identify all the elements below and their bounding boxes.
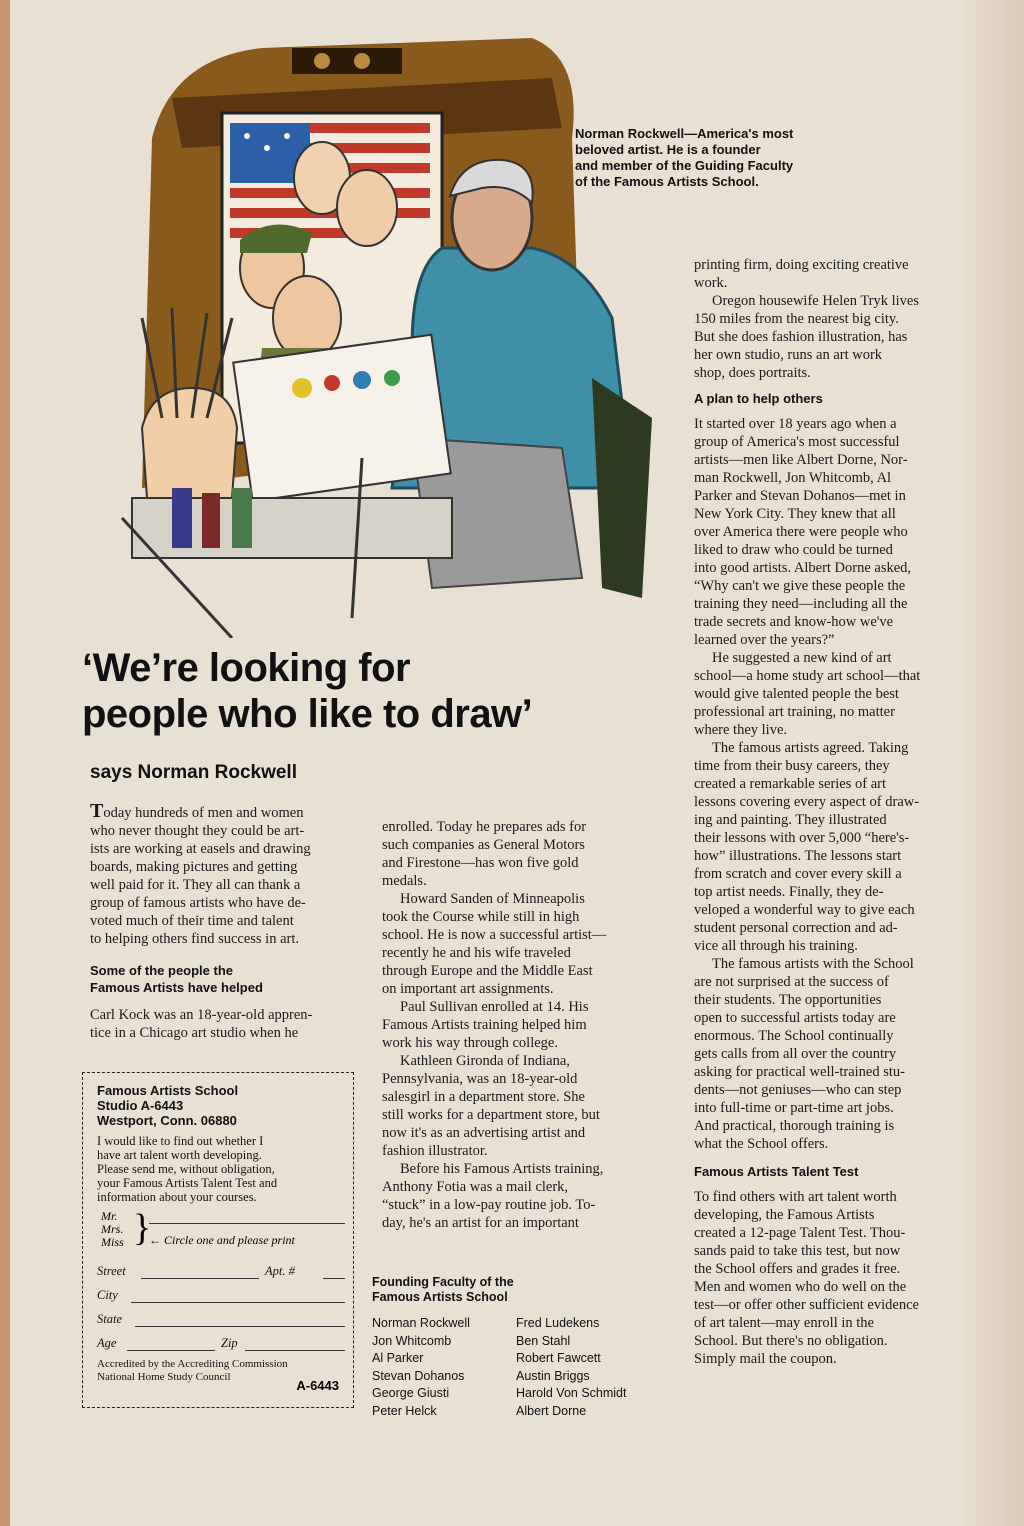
- body-line: Anthony Fotia was a mail clerk,: [382, 1179, 569, 1195]
- body-line: top artist needs. Finally, they de-: [694, 884, 884, 900]
- caption-line: Norman Rockwell—America's most: [575, 126, 794, 141]
- caption-line: beloved artist. He is a founder: [575, 142, 761, 157]
- body-line: on important art assignments.: [382, 981, 554, 997]
- state-field[interactable]: [97, 1312, 353, 1330]
- body-line: Howard Sanden of Minneapolis: [400, 891, 585, 907]
- faculty-title-line: Founding Faculty of the: [372, 1275, 514, 1289]
- body-line: who never thought they could be art-: [90, 823, 305, 839]
- body-line: are not surprised at the success of: [694, 974, 889, 990]
- street-field[interactable]: [97, 1264, 353, 1282]
- body-line: “Why can't we give these people the: [694, 578, 906, 594]
- salutation-option[interactable]: Mrs.: [101, 1222, 124, 1236]
- body-line: day, he's an artist for an important: [382, 1215, 579, 1231]
- body-line: And practical, thorough training is: [694, 1118, 895, 1134]
- body-line: The famous artists with the School: [712, 956, 914, 972]
- coupon-line: I would like to find out whether I: [97, 1134, 264, 1148]
- body-line: over America there were people who: [694, 524, 908, 540]
- body-line: group of famous artists who have de-: [90, 895, 306, 911]
- name-line[interactable]: [149, 1223, 345, 1224]
- heading-line: Famous Artists have helped: [90, 980, 263, 995]
- zip-line[interactable]: [245, 1350, 345, 1351]
- body-line: “stuck” in a low-pay routine job. To-: [382, 1197, 596, 1213]
- column-3: [694, 256, 964, 1368]
- apt-label: Apt. #: [265, 1264, 295, 1278]
- salutation-option[interactable]: Miss: [101, 1235, 124, 1249]
- body-line: into full-time or part-time art jobs.: [694, 1100, 894, 1116]
- body-line: through Europe and the Middle East: [382, 963, 593, 979]
- body-line: would give talented people the best: [694, 686, 899, 702]
- coupon-line: have art talent worth developing.: [97, 1148, 262, 1162]
- column-1: [90, 802, 358, 1042]
- coupon-line: information about your courses.: [97, 1190, 257, 1204]
- address-line: Studio A-6443: [97, 1098, 184, 1113]
- body-line: from scratch and cover every skill a: [694, 866, 902, 882]
- illustration-caption: [575, 126, 825, 190]
- body-line: vice all through his training.: [694, 938, 858, 954]
- coupon-address: [97, 1083, 353, 1128]
- brace-icon: }: [133, 1207, 152, 1249]
- body-line: their students. The opportunities: [694, 992, 882, 1008]
- city-line[interactable]: [131, 1302, 345, 1303]
- coupon-line: Please send me, without obligation,: [97, 1162, 275, 1176]
- body-line: Carl Kock was an 18-year-old appren-: [90, 1007, 313, 1023]
- body-line: trade secrets and know-how we've: [694, 614, 894, 630]
- body-line: To find others with art talent worth: [694, 1189, 897, 1205]
- body-line: Before his Famous Artists training,: [400, 1161, 604, 1177]
- body-line: her own studio, runs an art work: [694, 347, 883, 363]
- body-line: time from their busy careers, they: [694, 758, 890, 774]
- section-heading: [90, 962, 358, 996]
- body-line: training they need—including all the: [694, 596, 908, 612]
- headline-line: ‘We’re looking for: [82, 646, 411, 690]
- section-heading: A plan to help others: [694, 391, 823, 406]
- body-line: sands paid to take this test, but now: [694, 1243, 901, 1259]
- body-line: test—or offer other sufficient evidence: [694, 1297, 919, 1313]
- street-label: Street: [97, 1264, 126, 1278]
- apt-line[interactable]: [323, 1278, 345, 1279]
- age-label: Age: [97, 1336, 117, 1350]
- body-line: artists—men like Albert Dorne, Nor-: [694, 452, 908, 468]
- body-line: school. He is now a successful artist—: [382, 927, 607, 943]
- body-line: shop, does portraits.: [694, 365, 811, 381]
- faculty-name: Albert Dorne: [516, 1403, 587, 1418]
- body-line: developing, the Famous Artists: [694, 1207, 875, 1223]
- headline: [82, 645, 532, 737]
- caption-line: and member of the Guiding Faculty: [575, 158, 794, 173]
- age-line[interactable]: [127, 1350, 215, 1351]
- body-line: open to successful artists today are: [694, 1010, 896, 1026]
- body-line: to helping others find success in art.: [90, 931, 299, 947]
- body-line: veloped a wonderful way to give each: [694, 902, 915, 918]
- city-field[interactable]: [97, 1288, 353, 1306]
- body-line: group of America's most successful: [694, 434, 900, 450]
- faculty-name: Robert Fawcett: [516, 1351, 601, 1365]
- body-line: Parker and Stevan Dohanos—met in: [694, 488, 906, 504]
- section-heading: Famous Artists Talent Test: [694, 1164, 859, 1179]
- body-line: still works for a department store, but: [382, 1107, 600, 1123]
- body-line: Famous Artists training helped him: [382, 1017, 587, 1033]
- salutation-option[interactable]: Mr.: [101, 1209, 118, 1223]
- caption-line: of the Famous Artists School.: [575, 174, 759, 189]
- rockwell-illustration: [112, 18, 672, 638]
- body-line: Kathleen Gironda of Indiana,: [400, 1053, 570, 1069]
- accreditation-line: Accredited by the Accrediting Commission: [97, 1358, 288, 1370]
- body-line: tice in a Chicago art studio when he: [90, 1025, 299, 1041]
- faculty-name: Peter Helck: [372, 1403, 437, 1418]
- coupon-code: A-6443: [296, 1378, 339, 1393]
- drop-letter: T: [90, 802, 104, 822]
- state-label: State: [97, 1312, 122, 1326]
- coupon-request-text: [97, 1134, 353, 1204]
- body-line: created a remarkable series of art: [694, 776, 887, 792]
- heading-line: Some of the people the: [90, 963, 234, 978]
- body-line: where they live.: [694, 722, 788, 738]
- faculty-name: Stevan Dohanos: [372, 1368, 465, 1383]
- body-line: dents—not geniuses—who can step: [694, 1082, 902, 1098]
- body-line: now it's as an advertising artist and: [382, 1125, 586, 1141]
- body-line: well paid for it. They all can thank a: [90, 877, 301, 893]
- city-label: City: [97, 1288, 118, 1302]
- body-line: work his way through college.: [382, 1035, 558, 1051]
- age-zip-field[interactable]: [97, 1336, 353, 1354]
- body-line: school—a home study art school—that: [694, 668, 921, 684]
- body-line: learned over the years?”: [694, 632, 835, 648]
- body-line: professional art training, no matter: [694, 704, 895, 720]
- body-line: liked to draw who could be turned: [694, 542, 893, 558]
- body-line: Pennsylvania, was an 18-year-old: [382, 1071, 578, 1087]
- body-line: He suggested a new kind of art: [712, 650, 892, 666]
- body-line: what the School offers.: [694, 1136, 829, 1152]
- faculty-list-left: [372, 1315, 516, 1420]
- salutation-field[interactable]: [97, 1207, 353, 1258]
- body-line: boards, making pictures and getting: [90, 859, 298, 875]
- body-line: asking for practical well-trained stu-: [694, 1064, 905, 1080]
- faculty-title: [372, 1275, 672, 1305]
- circle-note: ← Circle one and please print: [149, 1233, 295, 1247]
- body-line: salesgirl in a department store. She: [382, 1089, 585, 1105]
- faculty-name: George Giusti: [372, 1386, 450, 1400]
- faculty-name: Jon Whitcomb: [372, 1333, 452, 1348]
- body-line: voted much of their time and talent: [90, 913, 294, 929]
- body-line: fashion illustrator.: [382, 1143, 488, 1159]
- body-line: 150 miles from the nearest big city.: [694, 311, 899, 327]
- body-line: took the Course while still in high: [382, 909, 580, 925]
- page-edge: [0, 0, 10, 1526]
- faculty-title-line: Famous Artists School: [372, 1290, 508, 1304]
- body-line: New York City. They knew that all: [694, 506, 896, 522]
- body-line: lessons covering every aspect of draw-: [694, 794, 920, 810]
- body-line: The famous artists agreed. Taking: [712, 740, 909, 756]
- body-line: the School offers and grades it free.: [694, 1261, 901, 1277]
- body-line: gets calls from all over the country: [694, 1046, 897, 1062]
- state-line[interactable]: [135, 1326, 345, 1327]
- body-line: enormous. The School continually: [694, 1028, 894, 1044]
- founding-faculty: [372, 1275, 672, 1420]
- address-line: Westport, Conn. 06880: [97, 1113, 237, 1128]
- body-line: and Firestone—has won five gold: [382, 855, 579, 871]
- body-line: recently he and his wife traveled: [382, 945, 571, 961]
- address-line: Famous Artists School: [97, 1083, 239, 1098]
- faculty-name: Austin Briggs: [516, 1368, 590, 1383]
- body-line: how” illustrations. The lessons start: [694, 848, 902, 864]
- body-line: Paul Sullivan enrolled at 14. His: [400, 999, 589, 1015]
- body-line: student personal correction and ad-: [694, 920, 898, 936]
- faculty-name: Fred Ludekens: [516, 1316, 600, 1330]
- body-line: School. But there's no obligation.: [694, 1333, 888, 1349]
- body-line: medals.: [382, 873, 427, 889]
- body-line: It started over 18 years ago when a: [694, 416, 897, 432]
- page-stain: [954, 0, 1024, 1526]
- body-line: Simply mail the coupon.: [694, 1351, 837, 1367]
- headline-line: people who like to draw’: [82, 692, 533, 736]
- body-line: man Rockwell, Jon Whitcomb, Al: [694, 470, 892, 486]
- coupon-line: your Famous Artists Talent Test and: [97, 1176, 278, 1190]
- body-line: into good artists. Albert Dorne asked,: [694, 560, 912, 576]
- faculty-name: Ben Stahl: [516, 1333, 571, 1348]
- body-line: Oregon housewife Helen Tryk lives: [712, 293, 920, 309]
- street-line[interactable]: [141, 1278, 259, 1279]
- mail-coupon[interactable]: [82, 1072, 354, 1408]
- faculty-name: Al Parker: [372, 1351, 424, 1365]
- subheadline: says Norman Rockwell: [90, 762, 297, 783]
- body-line: oday hundreds of men and women: [103, 805, 304, 821]
- body-line: work.: [694, 275, 728, 291]
- body-line: created a 12-page Talent Test. Thou-: [694, 1225, 906, 1241]
- body-line: their lessons with over 5,000 “here's-: [694, 830, 910, 846]
- body-line: such companies as General Motors: [382, 837, 585, 853]
- body-line: printing firm, doing exciting creative: [694, 257, 909, 273]
- faculty-name: Harold Von Schmidt: [516, 1386, 627, 1400]
- zip-label: Zip: [221, 1336, 238, 1350]
- body-line: ing and painting. They illustrated: [694, 812, 887, 828]
- body-line: Men and women who do well on the: [694, 1279, 907, 1295]
- accreditation-line: National Home Study Council: [97, 1371, 231, 1383]
- body-line: ists are working at easels and drawing: [90, 841, 311, 857]
- faculty-list-right: [516, 1315, 660, 1420]
- column-2: [382, 818, 664, 1232]
- body-line: of art talent—may enroll in the: [694, 1315, 874, 1331]
- faculty-name: Norman Rockwell: [372, 1316, 470, 1330]
- body-line: enrolled. Today he prepares ads for: [382, 819, 587, 835]
- body-line: But she does fashion illustration, has: [694, 329, 908, 345]
